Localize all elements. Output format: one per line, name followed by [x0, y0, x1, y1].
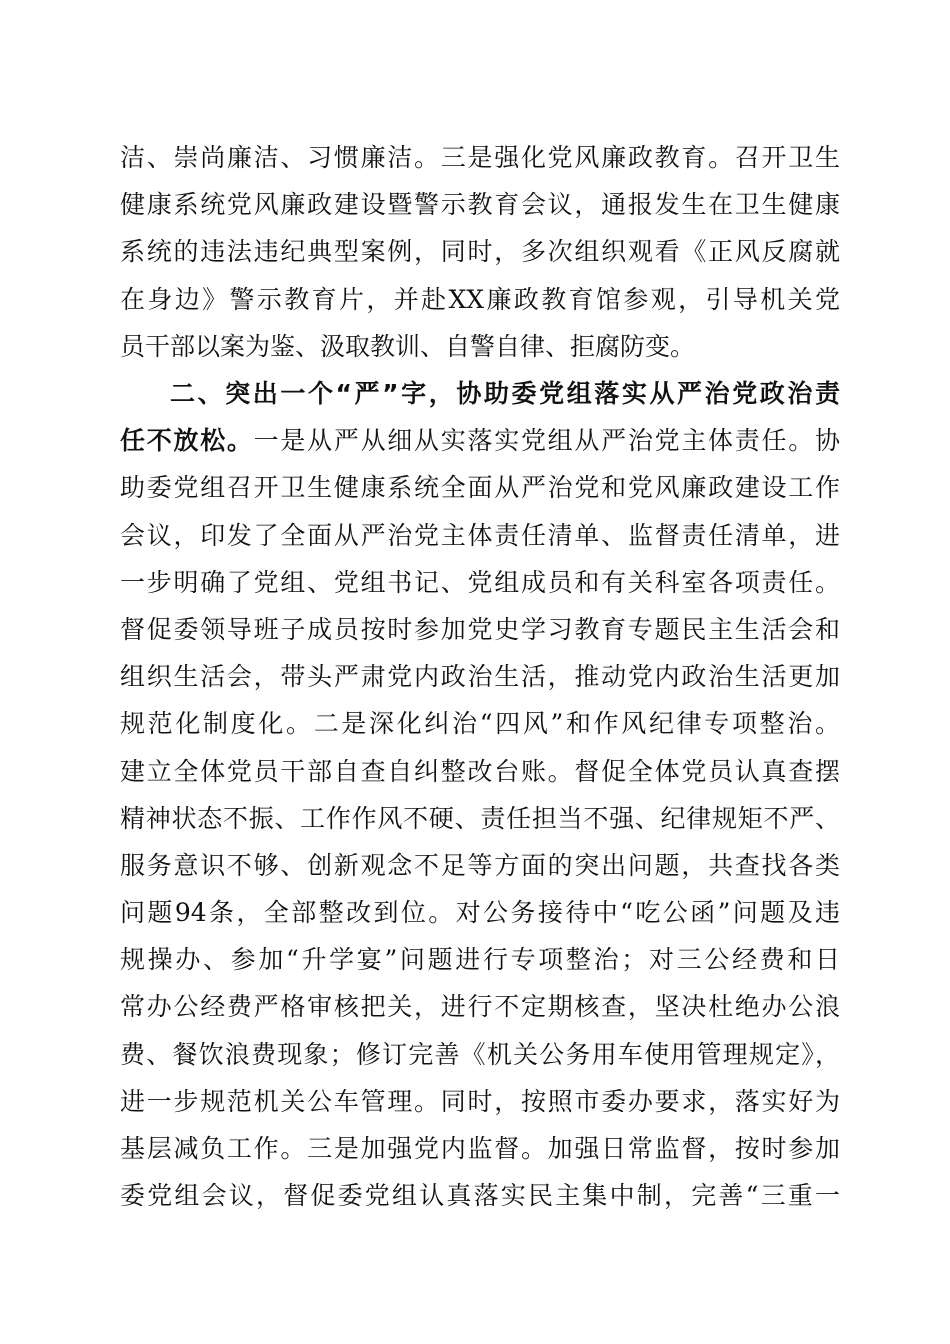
text-line: 组织生活会，带头严肃党内政治生活，推动党内政治生活更加 [120, 662, 840, 692]
text-line: 进一步规范机关公车管理。同时，按照市委办要求，落实好为 [120, 1086, 840, 1116]
text-line: 精神状态不振、工作作风不硬、责任担当不强、纪律规矩不严、 [120, 803, 840, 833]
text-line: 助委党组召开卫生健康系统全面从严治党和党风廉政建设工作 [120, 473, 840, 503]
text-run: 一是从严从细从实落实党组从严治党主体责任。协 [253, 426, 840, 456]
text-line: 问题94条，全部整改到位。对公务接待中“吃公函”问题及违 [120, 898, 840, 928]
text-line: 系统的违法违纪典型案例，同时，多次组织观看《正风反腐就 [120, 237, 840, 267]
section-heading: 二、突出一个“严”字，协助委党组落实从严治党政治责 [170, 379, 840, 408]
text-line: 规操办、参加“升学宴”问题进行专项整治；对三公经费和日 [120, 945, 840, 975]
text-line: 费、餐饮浪费现象；修订完善《机关公务用车使用管理规定》， [120, 1039, 840, 1069]
paragraph-section-two [120, 370, 840, 1219]
text-line: 在身边》警示教育片，并赴XX廉政教育馆参观，引导机关党 [120, 284, 840, 314]
text-line: 规范化制度化。二是深化纠治“四风”和作风纪律专项整治。 [120, 709, 840, 739]
text-line: 建立全体党员干部自查自纠整改台账。督促全体党员认真查摆 [120, 756, 840, 786]
paragraph-continuation [120, 134, 840, 370]
section-heading-end: 任不放松。 [120, 426, 254, 456]
text-line: 委党组会议，督促委党组认真落实民主集中制，完善“三重一 [120, 1181, 840, 1211]
text-line [120, 417, 840, 464]
text-line: 常办公经费严格审核把关，进行不定期核查，坚决杜绝办公浪 [120, 992, 840, 1022]
text-line: 员干部以案为鉴、汲取教训、自警自律、拒腐防变。 [120, 331, 696, 361]
text-line: 督促委领导班子成员按时参加党史学习教育专题民主生活会和 [120, 614, 840, 644]
text-line: 基层减负工作。三是加强党内监督。加强日常监督，按时参加 [120, 1134, 840, 1163]
text-line: 洁、崇尚廉洁、习惯廉洁。三是强化党风廉政教育。召开卫生 [120, 143, 840, 172]
text-line: 健康系统党风廉政建设暨警示教育会议，通报发生在卫生健康 [120, 190, 840, 220]
text-line: 服务意识不够、创新观念不足等方面的突出问题，共查找各类 [120, 850, 840, 880]
text-line: 会议，印发了全面从严治党主体责任清单、监督责任清单，进 [120, 520, 840, 550]
text-line: 一步明确了党组、党组书记、党组成员和有关科室各项责任。 [120, 567, 840, 597]
